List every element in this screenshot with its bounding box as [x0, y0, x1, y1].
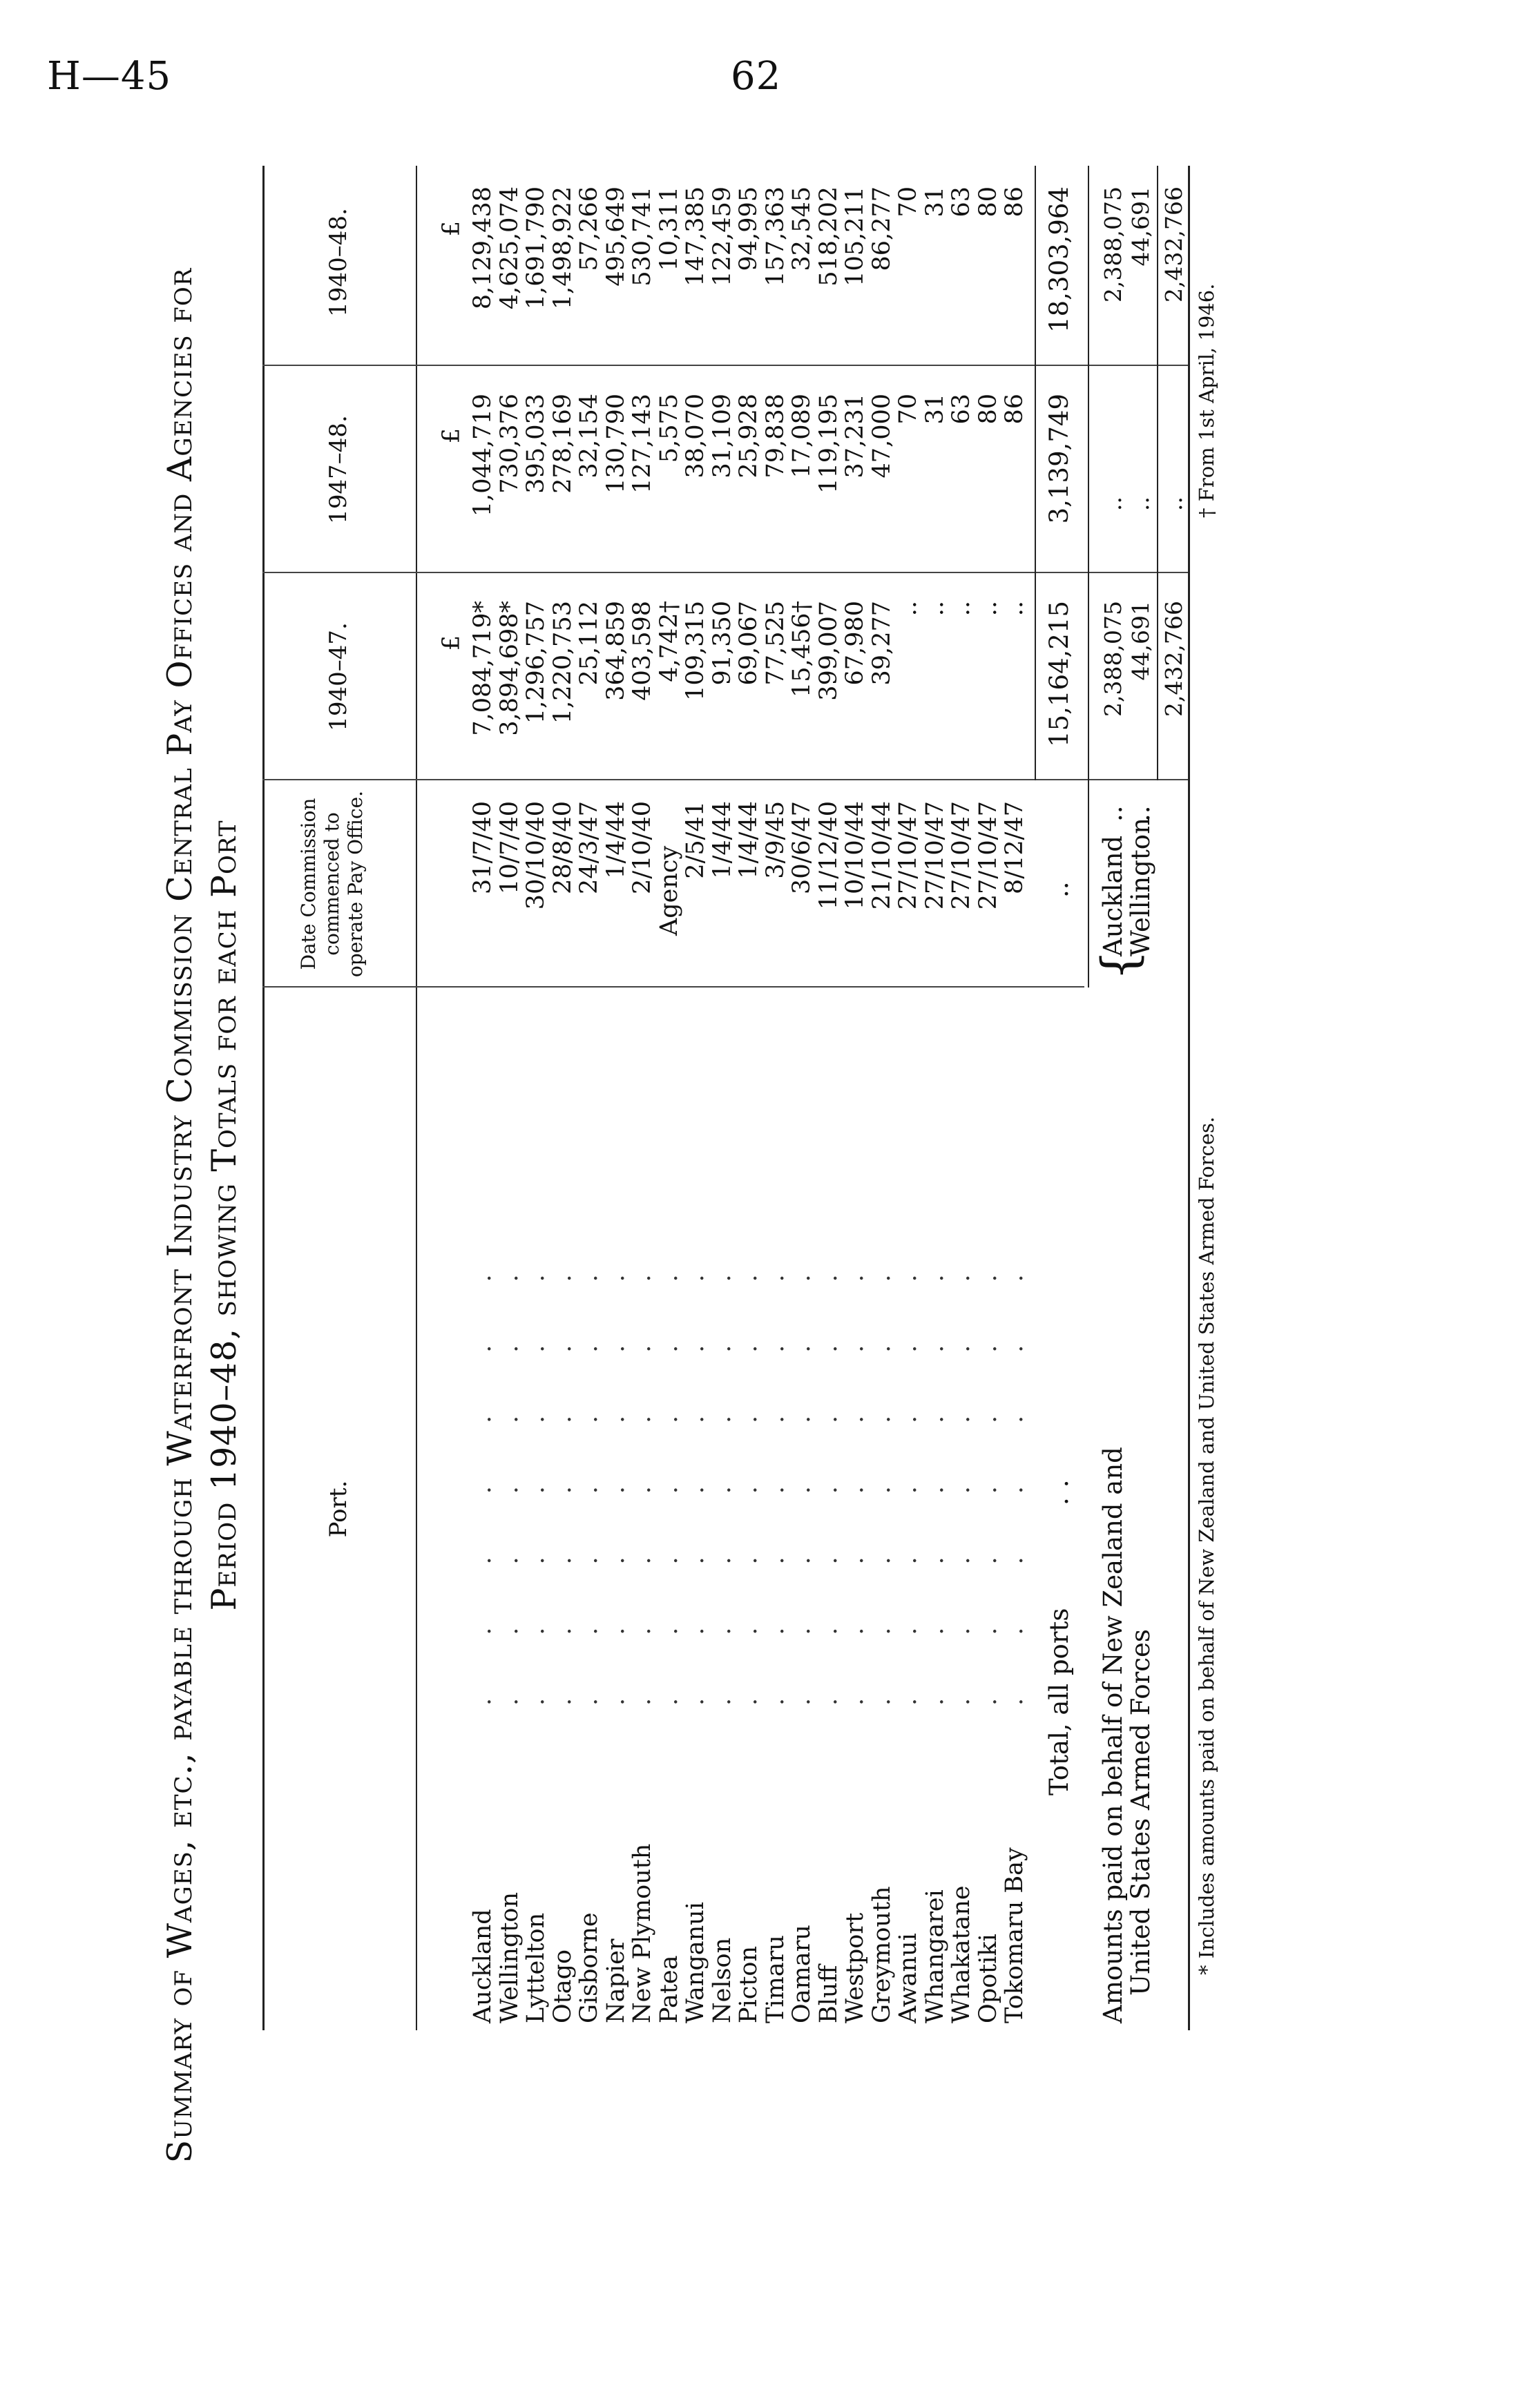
value-cell: ..: [1001, 601, 1028, 617]
value-cell: ..: [894, 601, 922, 617]
date-cell: 21/10/44: [867, 801, 896, 910]
document-code: H—45: [47, 54, 172, 99]
value-cell: 63: [948, 186, 975, 218]
value-cell: 4,742†: [655, 601, 683, 682]
value-cell: 25,928: [735, 394, 762, 479]
armed-value: 2,388,075: [1100, 601, 1126, 717]
port-name: Wanganui: [682, 1902, 709, 2023]
value-cell: 8,129,438: [469, 186, 497, 310]
leader-dots: . . . . . . .: [761, 1246, 789, 1706]
date-cell: 10/10/44: [841, 801, 869, 910]
armed-sum-1947-48: ..: [1160, 497, 1187, 511]
date-cell: 30/10/40: [522, 801, 550, 910]
leader-dots: . . . . . . .: [974, 1246, 1002, 1706]
armed-label-line-1: Amounts paid on behalf of New Zealand and: [1098, 1447, 1128, 2023]
table-title-line-1: Summary of Wages, etc., payable through Waterfront Industry Commission Central Pay Offices and Agencies for: [160, 267, 200, 2164]
port-name: Awanui: [894, 1933, 922, 2023]
date-cell: 1/4/44: [735, 801, 762, 879]
armed-sum-1940-48: 2,432,766: [1160, 186, 1187, 302]
total-leader-dots: ..: [1044, 1470, 1074, 1505]
armed-sub-dots: ..: [1098, 805, 1128, 822]
total-1940-47: 15,164,215: [1044, 601, 1074, 747]
total-1947-48: 3,139,749: [1044, 394, 1074, 524]
date-cell: Agency: [655, 845, 683, 936]
col-sep-y2: [262, 365, 1188, 366]
date-cell: 28/8/40: [548, 801, 577, 894]
value-cell: 495,649: [602, 186, 630, 287]
value-cell: 518,202: [814, 186, 843, 287]
port-name: Whangarei: [921, 1889, 949, 2023]
value-cell: 278,169: [548, 394, 577, 494]
bottom-rule: [1188, 166, 1190, 2030]
total-rule-top: [1035, 166, 1036, 780]
date-cell: 30/6/47: [788, 801, 816, 894]
total-1940-48: 18,303,964: [1044, 186, 1074, 333]
armed-value: ..: [1100, 497, 1126, 511]
port-name: Greymouth: [867, 1886, 896, 2023]
date-cell: 31/7/40: [469, 801, 497, 894]
leader-dots: . . . . . . .: [921, 1246, 949, 1706]
port-name: Opotiki: [974, 1934, 1002, 2023]
armed-sum-1940-47: 2,432,766: [1160, 601, 1187, 717]
leader-dots: . . . . . . .: [894, 1246, 922, 1706]
value-cell: ..: [974, 601, 1002, 617]
value-cell: 5,575: [655, 394, 683, 463]
armed-value: ..: [1127, 497, 1154, 511]
leader-dots: . . . . . . .: [735, 1246, 762, 1706]
value-cell: 67,980: [841, 601, 869, 686]
value-cell: 109,315: [682, 601, 709, 701]
value-cell: 86: [1001, 186, 1028, 218]
value-cell: 130,790: [602, 394, 630, 494]
leader-dots: . . . . . . .: [867, 1246, 896, 1706]
value-cell: ..: [921, 601, 949, 617]
value-cell: 403,598: [629, 601, 656, 701]
value-cell: 31: [921, 394, 949, 425]
value-cell: 70: [894, 186, 922, 218]
value-cell: 70: [894, 394, 922, 425]
value-cell: 119,195: [814, 394, 843, 494]
value-cell: 10,311: [655, 186, 683, 271]
value-cell: 31,109: [708, 394, 736, 479]
port-name: Auckland: [469, 1909, 497, 2023]
port-column: [470, 1001, 1028, 2023]
port-name: Lyttelton: [522, 1912, 550, 2023]
date-cell: 2/10/40: [629, 801, 656, 894]
leader-dots: . . . . . . .: [814, 1246, 843, 1706]
armed-value: 44,691: [1127, 186, 1154, 267]
date-column: [470, 801, 1028, 974]
total-label: Total, all ports: [1044, 1608, 1074, 1795]
armed-label-line-2: United States Armed Forces: [1126, 1629, 1155, 1996]
value-cell: 1,691,790: [522, 186, 550, 310]
port-name: Otago: [548, 1949, 577, 2023]
port-name: Wellington: [495, 1891, 524, 2023]
value-cell: 77,525: [761, 601, 789, 686]
value-cell: 1,296,757: [522, 601, 550, 724]
value-cell: 730,376: [495, 394, 524, 494]
date-cell: 1/4/44: [708, 801, 736, 879]
value-cell: 94,995: [735, 186, 762, 271]
leader-dots: . . . . . . .: [548, 1246, 577, 1706]
date-cell: 11/12/40: [814, 801, 843, 910]
date-cell: 10/7/40: [495, 801, 524, 894]
footnote-star: * Includes amounts paid on behalf of New Zealand and United States Armed Forces.: [1195, 1116, 1218, 1975]
leader-dots: . . . . . . .: [575, 1246, 603, 1706]
leader-dots: . . . . . . .: [708, 1246, 736, 1706]
value-cell: 1,498,922: [548, 186, 577, 310]
value-cell: 32,545: [788, 186, 816, 271]
col-header-port: Port.: [325, 1480, 352, 1538]
leader-dots: . . . . . . .: [629, 1246, 656, 1706]
currency-1947-48: £: [438, 428, 466, 444]
port-name: Timaru: [761, 1935, 789, 2023]
value-cell: 15,456†: [788, 601, 816, 697]
port-name: Napier: [602, 1938, 630, 2023]
port-name: Westport: [841, 1912, 869, 2023]
armed-value: 2,388,075: [1100, 186, 1126, 302]
value-cell: 7,084,719*: [469, 601, 497, 736]
value-cell: 38,070: [682, 394, 709, 479]
port-name: Tokomaru Bay: [1001, 1847, 1028, 2023]
date-cell: 24/3/47: [575, 801, 603, 894]
value-cell: 86,277: [867, 186, 896, 271]
col-header-1940-47: 1940–47.: [325, 622, 352, 731]
leader-dots: . . . . . . .: [1001, 1246, 1028, 1706]
leader-dots: . . . . . . .: [682, 1246, 709, 1706]
value-cell: 364,859: [602, 601, 630, 701]
header-rule: [416, 166, 417, 2030]
date-cell: 27/10/47: [894, 801, 922, 910]
value-cell: 39,277: [867, 601, 896, 686]
port-name: Gisborne: [575, 1912, 603, 2023]
rotated-table-page: [159, 152, 1333, 2279]
date-cell: 27/10/47: [921, 801, 949, 910]
col-sep-port: [262, 986, 1084, 988]
col-header-date: Date Commission commenced to operate Pay Office.: [297, 790, 367, 978]
value-cell: 37,231: [841, 394, 869, 479]
date-cell: 8/12/47: [1001, 801, 1028, 894]
table-title-line-2: Period 1940–48, showing Totals for each Port: [204, 820, 244, 1611]
armed-rule: [1157, 166, 1158, 780]
leader-dots: . . . . . . .: [948, 1246, 975, 1706]
col-sep-date: [262, 779, 1188, 780]
value-cell: 80: [974, 394, 1002, 425]
port-name: Whakatane: [948, 1885, 975, 2023]
port-name: Nelson: [708, 1937, 736, 2023]
port-name: New Plymouth: [629, 1843, 656, 2023]
value-cell: 105,211: [841, 186, 869, 287]
date-cell: 1/4/44: [602, 801, 630, 879]
value-cell: 399,007: [814, 601, 843, 701]
value-cell: 69,067: [735, 601, 762, 686]
col-sep-y1: [262, 572, 1188, 573]
value-cell: 79,838: [761, 394, 789, 479]
value-cell: 147,385: [682, 186, 709, 287]
value-cell: 25,112: [575, 601, 603, 686]
armed-value: 44,691: [1127, 601, 1154, 681]
value-cell: 63: [948, 394, 975, 425]
top-rule: [262, 166, 265, 2030]
value-cell: 91,350: [708, 601, 736, 686]
leader-dots: . . . . . . .: [655, 1246, 683, 1706]
leader-dots: . . . . . . .: [788, 1246, 816, 1706]
brace: {: [1091, 950, 1148, 981]
leader-dots: . . . . . . .: [522, 1246, 550, 1706]
value-cell: 47,000: [867, 394, 896, 479]
date-cell: 27/10/47: [948, 801, 975, 910]
value-cell: ..: [948, 601, 975, 617]
value-cell: 127,143: [629, 394, 656, 494]
col-header-1940-48: 1940–48.: [325, 208, 352, 317]
value-cell: 4,625,074: [495, 186, 524, 310]
date-cell: 3/9/45: [761, 801, 789, 879]
date-cell: 27/10/47: [974, 801, 1002, 910]
port-name: Patea: [655, 1955, 683, 2023]
value-cell: 32,154: [575, 394, 603, 479]
armed-sub-dots: ..: [1126, 805, 1155, 822]
value-cell: 530,741: [629, 186, 656, 287]
leader-dots: . . . . . . .: [841, 1246, 869, 1706]
col-header-1947-48: 1947–48.: [325, 415, 352, 524]
value-cell: 1,044,719: [469, 394, 497, 517]
value-cell: 1,220,753: [548, 601, 577, 724]
value-cell: 3,894,698*: [495, 601, 524, 736]
total-rule-bottom: [1088, 166, 1089, 988]
column-1940-48: [470, 186, 1028, 359]
value-cell: 17,089: [788, 394, 816, 479]
value-cell: 122,459: [708, 186, 736, 287]
port-name: Picton: [735, 1945, 762, 2023]
page-number: 62: [731, 54, 782, 99]
armed-sub-port: Auckland: [1098, 835, 1128, 956]
leader-dots: . . . . . . .: [602, 1246, 630, 1706]
value-cell: 31: [921, 186, 949, 218]
date-cell: 2/5/41: [682, 801, 709, 879]
currency-1940-48: £: [438, 221, 466, 237]
value-cell: 57,266: [575, 186, 603, 271]
currency-1940-47: £: [438, 635, 466, 651]
value-cell: 395,033: [522, 394, 550, 494]
footnote-dagger: † From 1st April, 1946.: [1195, 283, 1218, 518]
value-cell: 157,363: [761, 186, 789, 287]
leader-dots: . . . . . . .: [469, 1246, 497, 1706]
column-1947-48: [470, 394, 1028, 566]
total-date: ..: [1044, 881, 1074, 898]
armed-sub-port: Wellington: [1126, 818, 1155, 956]
leader-dots: . . . . . . .: [495, 1246, 524, 1706]
value-cell: 80: [974, 186, 1002, 218]
value-cell: 86: [1001, 394, 1028, 425]
port-name: Oamaru: [788, 1925, 816, 2023]
column-1940-47: [470, 601, 1028, 773]
port-name: Bluff: [814, 1965, 843, 2023]
